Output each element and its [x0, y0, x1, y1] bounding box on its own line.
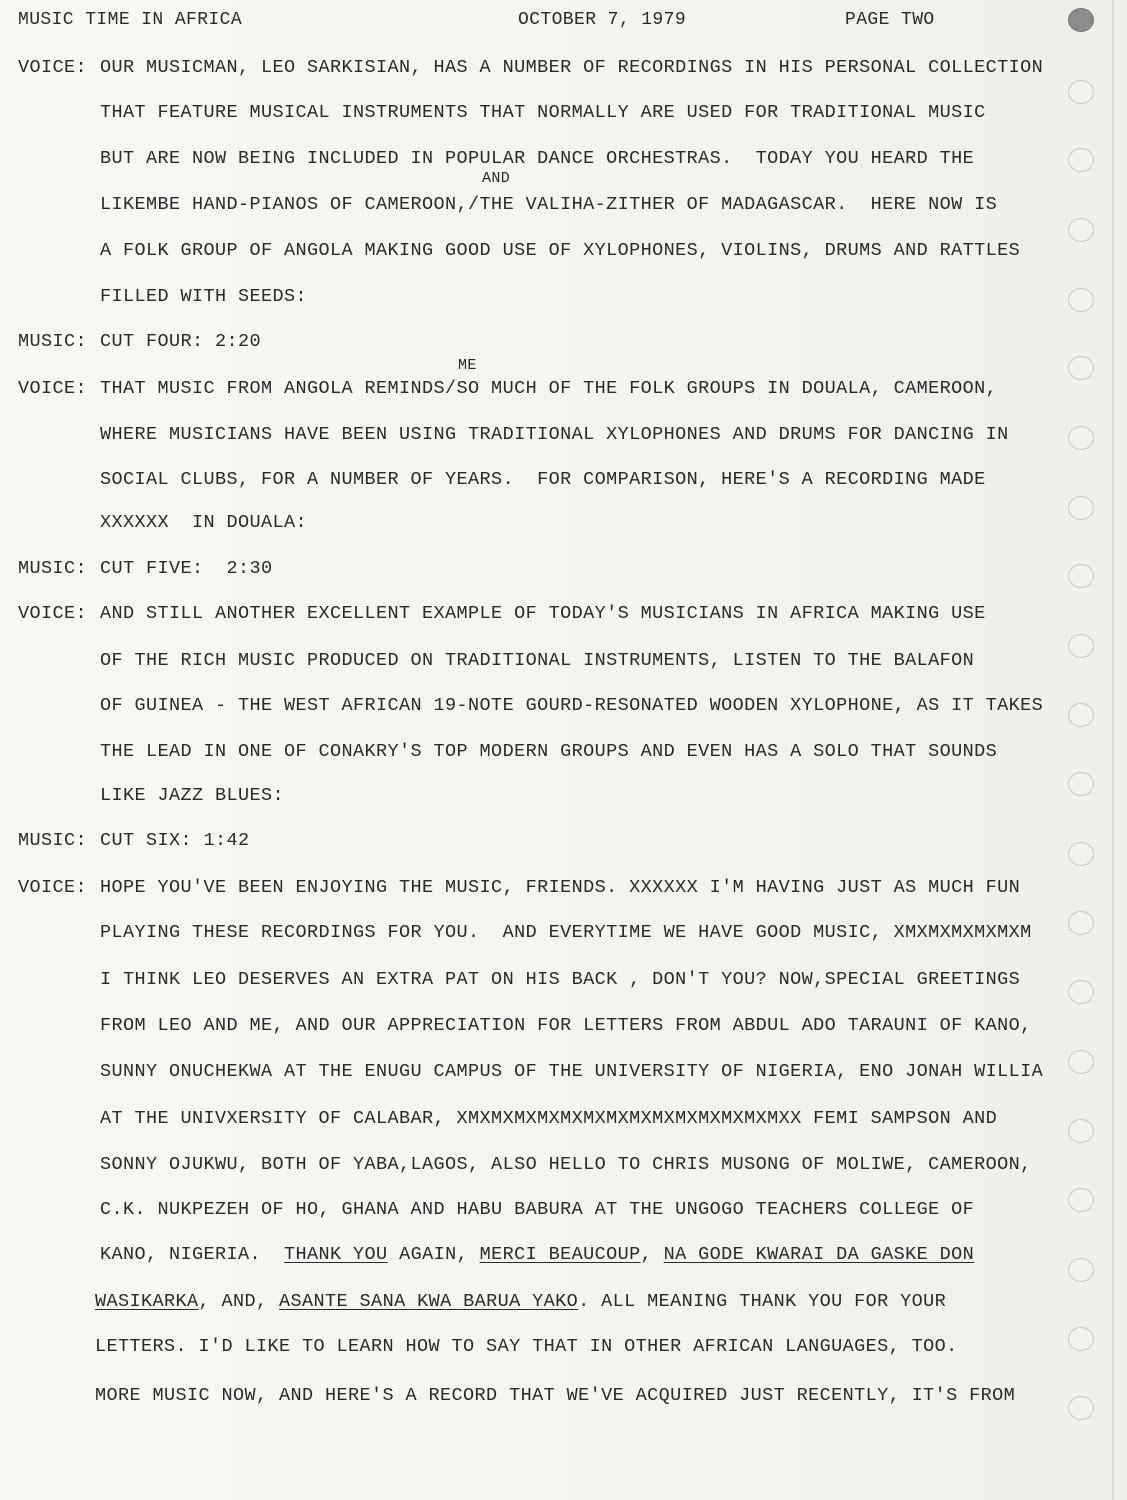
script-line: SONNY OJUKWU, BOTH OF YABA,LAGOS, ALSO HELLO TO CHRIS MUSONG OF MOLIWE, CAMEROON, [100, 1154, 1032, 1175]
segment-label: MUSIC: [18, 558, 88, 579]
script-line: THE LEAD IN ONE OF CONAKRY'S TOP MODERN GROUPS AND EVEN HAS A SOLO THAT SOUNDS [100, 741, 998, 762]
feed-hole [1068, 80, 1094, 104]
segment-label: VOICE: [18, 877, 88, 898]
script-line: OF GUINEA - THE WEST AFRICAN 19-NOTE GOURD-RESONATED WOODEN XYLOPHONE, AS IT TAKES [100, 695, 1044, 716]
script-line: BUT ARE NOW BEING INCLUDED IN POPULAR DANCE ORCHESTRAS. TODAY YOU HEARD THE [100, 148, 975, 169]
feed-hole [1068, 218, 1094, 242]
feed-hole [1068, 426, 1094, 450]
script-line: HOPE YOU'VE BEEN ENJOYING THE MUSIC, FRIENDS. XXXXXX I'M HAVING JUST AS MUCH FUN [100, 877, 1021, 898]
feed-hole [1068, 772, 1094, 796]
insertion-and: AND [482, 170, 511, 187]
feed-hole [1068, 1188, 1094, 1212]
feed-hole [1068, 1050, 1094, 1074]
script-line: SUNNY ONUCHEKWA AT THE ENUGU CAMPUS OF THE UNIVERSITY OF NIGERIA, ENO JONAH WILLIA [100, 1061, 1044, 1082]
feed-hole [1068, 496, 1094, 520]
feed-hole [1068, 564, 1094, 588]
program-title: MUSIC TIME IN AFRICA [18, 10, 243, 30]
segment-label: MUSIC: [18, 331, 88, 352]
script-line: XXXXXX IN DOUALA: [100, 512, 308, 533]
script-line: LIKEMBE HAND-PIANOS OF CAMEROON,/THE VALIHA-ZITHER OF MADAGASCAR. HERE NOW IS [100, 194, 998, 215]
feed-hole [1068, 288, 1094, 312]
music-cue: CUT SIX: 1:42 [100, 830, 250, 851]
segment-label: VOICE: [18, 603, 88, 624]
perforation-edge [1112, 0, 1114, 1500]
insertion-me: ME [458, 357, 477, 374]
segment-label: VOICE: [18, 57, 88, 78]
feed-hole [1068, 980, 1094, 1004]
script-line: THAT FEATURE MUSICAL INSTRUMENTS THAT NORMALLY ARE USED FOR TRADITIONAL MUSIC [100, 102, 986, 123]
feed-hole [1068, 148, 1094, 172]
feed-hole [1068, 703, 1094, 727]
underlined-phrase: THANK YOU [284, 1244, 388, 1265]
script-line: I THINK LEO DESERVES AN EXTRA PAT ON HIS BACK , DON'T YOU? NOW,SPECIAL GREETINGS [100, 969, 1021, 990]
script-line: LIKE JAZZ BLUES: [100, 785, 285, 806]
music-cue: CUT FIVE: 2:30 [100, 558, 273, 579]
segment-label: MUSIC: [18, 830, 88, 851]
underlined-phrase: ASANTE SANA KWA BARUA YAKO [279, 1291, 579, 1312]
segment-label: VOICE: [18, 378, 88, 399]
script-line: OUR MUSICMAN, LEO SARKISIAN, HAS A NUMBER OF RECORDINGS IN HIS PERSONAL COLLECTION [100, 57, 1044, 78]
script-line-thanks: KANO, NIGERIA. THANK YOU AGAIN, MERCI BEAUCOUP, NA GODE KWARAI DA GASKE DON [100, 1244, 975, 1265]
script-line: THAT MUSIC FROM ANGOLA REMINDS/SO MUCH OF THE FOLK GROUPS IN DOUALA, CAMEROON, [100, 378, 998, 399]
music-cue: CUT FOUR: 2:20 [100, 331, 262, 352]
script-line: PLAYING THESE RECORDINGS FOR YOU. AND EVERYTIME WE HAVE GOOD MUSIC, XMXMXMXMXMXM [100, 922, 1032, 943]
page-number: PAGE TWO [845, 10, 935, 30]
script-line: A FOLK GROUP OF ANGOLA MAKING GOOD USE OF XYLOPHONES, VIOLINS, DRUMS AND RATTLES [100, 240, 1021, 261]
script-line-thanks-2: WASIKARKA, AND, ASANTE SANA KWA BARUA YAKO. ALL MEANING THANK YOU FOR YOUR [95, 1291, 947, 1312]
script-line: AND STILL ANOTHER EXCELLENT EXAMPLE OF TODAY'S MUSICIANS IN AFRICA MAKING USE [100, 603, 986, 624]
underlined-phrase: NA GODE KWARAI DA GASKE DON [663, 1244, 975, 1265]
script-line: LETTERS. I'D LIKE TO LEARN HOW TO SAY THAT IN OTHER AFRICAN LANGUAGES, TOO. [95, 1336, 958, 1357]
feed-hole [1068, 911, 1094, 935]
script-line: FILLED WITH SEEDS: [100, 286, 308, 307]
feed-hole [1068, 1258, 1094, 1282]
script-line: WHERE MUSICIANS HAVE BEEN USING TRADITIONAL XYLOPHONES AND DRUMS FOR DANCING IN [100, 424, 1009, 445]
feed-hole [1068, 634, 1094, 658]
script-line: MORE MUSIC NOW, AND HERE'S A RECORD THAT WE'VE ACQUIRED JUST RECENTLY, IT'S FROM [95, 1385, 1016, 1406]
script-line: OF THE RICH MUSIC PRODUCED ON TRADITIONAL INSTRUMENTS, LISTEN TO THE BALAFON [100, 650, 975, 671]
feed-hole [1068, 842, 1094, 866]
broadcast-date: OCTOBER 7, 1979 [518, 10, 687, 30]
script-line: FROM LEO AND ME, AND OUR APPRECIATION FOR LETTERS FROM ABDUL ADO TARAUNI OF KANO, [100, 1015, 1032, 1036]
script-line: SOCIAL CLUBS, FOR A NUMBER OF YEARS. FOR COMPARISON, HERE'S A RECORDING MADE [100, 469, 986, 490]
underlined-phrase: WASIKARKA [95, 1291, 199, 1312]
script-line: C.K. NUKPEZEH OF HO, GHANA AND HABU BABURA AT THE UNGOGO TEACHERS COLLEGE OF [100, 1199, 975, 1220]
underlined-phrase: MERCI BEAUCOUP [479, 1244, 641, 1265]
feed-hole [1068, 1327, 1094, 1351]
feed-hole [1068, 1396, 1094, 1420]
feed-hole [1068, 8, 1094, 32]
script-line: AT THE UNIVXERSITY OF CALABAR, XMXMXMXMXMXMXMXMXMXMXMXMXMXMXX FEMI SAMPSON AND [100, 1108, 998, 1129]
feed-hole [1068, 356, 1094, 380]
feed-hole [1068, 1119, 1094, 1143]
